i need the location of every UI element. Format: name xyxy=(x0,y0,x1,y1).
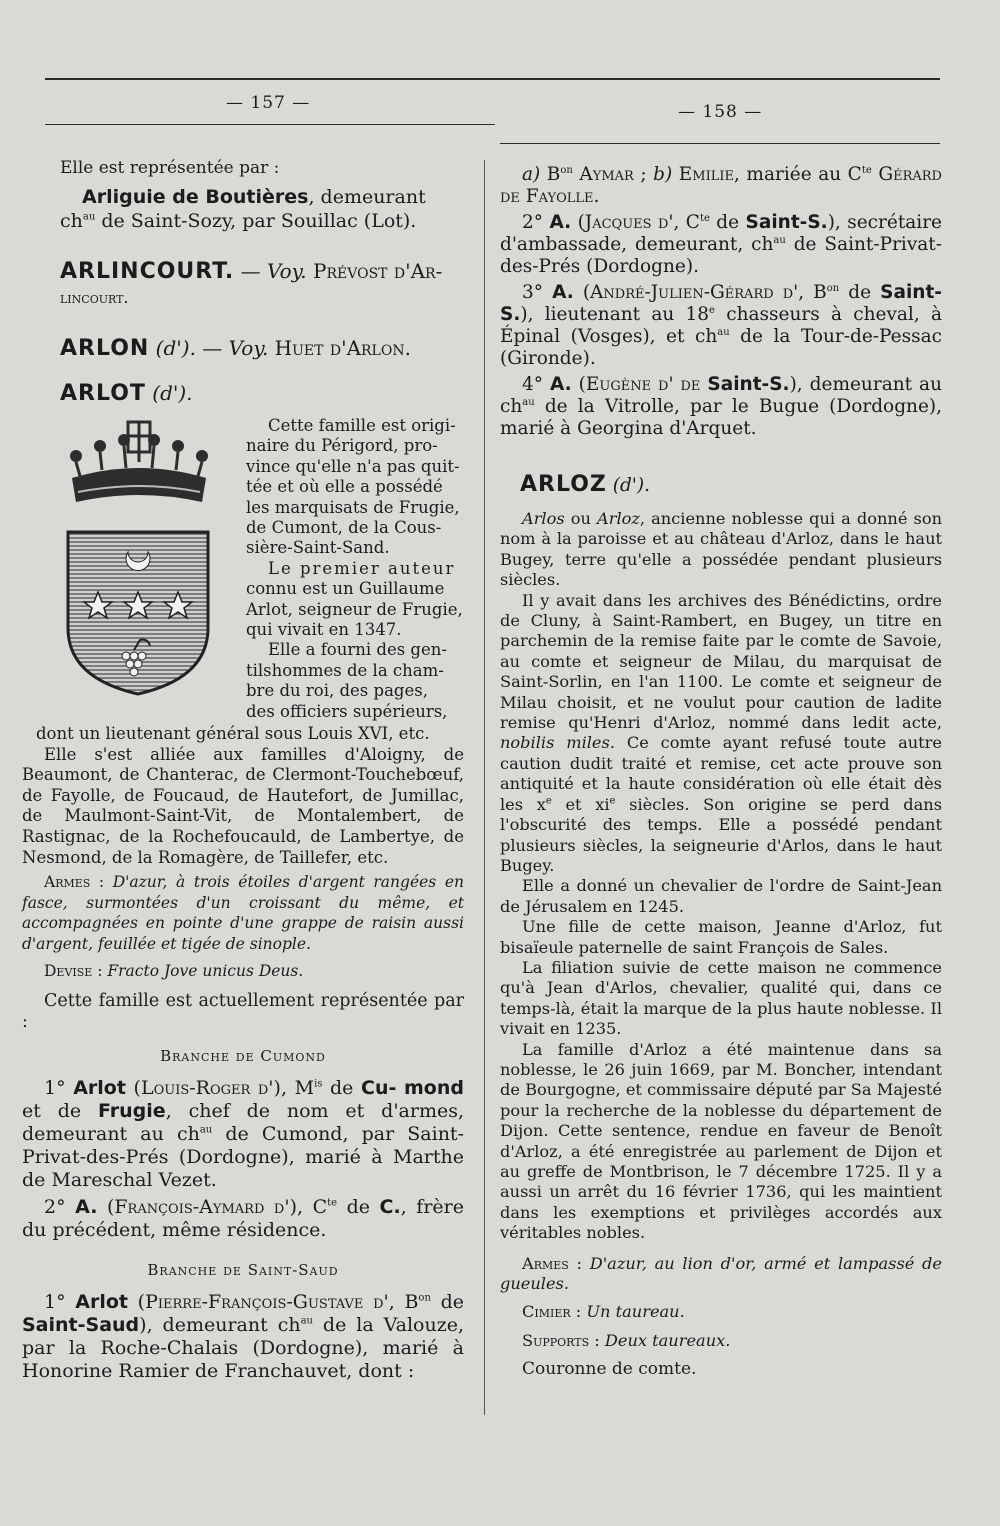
arlon-d: (d'). xyxy=(149,335,196,360)
arloz-para-1 xyxy=(500,509,942,591)
desc-line: qui vivait en 1347. xyxy=(246,620,402,640)
arliguie-entry xyxy=(60,185,480,233)
cumond-2-sup: te xyxy=(327,1197,338,1209)
r2-sup: te xyxy=(699,212,710,224)
arliguie-line2-pre: ch xyxy=(60,209,83,232)
r3-rest3: de la Tour-de-Pessac (Gironde). xyxy=(500,326,942,369)
r4-a: A. xyxy=(549,374,572,395)
desc-line: naire du Périgord, pro- xyxy=(246,436,438,456)
right-a-line xyxy=(500,164,942,208)
r3-sup: on xyxy=(826,282,840,294)
arloz-p2-i: nobilis miles xyxy=(500,733,610,753)
desc-line: les marquisats de Frugie, xyxy=(246,497,460,517)
right-a-aymar: Aymar ; xyxy=(572,164,654,185)
desc-line: Arlot, seigneur de Frugie, xyxy=(246,599,463,619)
arloz-p2c: et xi xyxy=(551,794,610,814)
right-cimier-label: Cimier : xyxy=(522,1302,587,1322)
right-emilie: Emilie xyxy=(678,164,734,185)
right-cimier-text: Un taureau. xyxy=(586,1302,685,1322)
cumond-2-rest: , frère du précédent, même résidence. xyxy=(22,1195,464,1241)
cumond-2-num: 2° xyxy=(44,1195,76,1218)
branch-cumond-heading: Branche de Cumond xyxy=(160,1047,326,1066)
r3-ss: Saint-S. xyxy=(500,282,942,325)
saud-1-ss: Saint-Saud xyxy=(22,1313,140,1336)
cumond-2-c: C. xyxy=(379,1195,401,1218)
arlincourt-heading: ARLINCOURT. xyxy=(60,258,235,284)
right-a-rest2: Gérard de Fayolle. xyxy=(500,164,942,207)
desc-line: des officiers supérieurs, xyxy=(246,701,448,721)
desc-line: tée et où elle a possédé xyxy=(246,477,443,497)
r4-ss: Saint-S. xyxy=(707,374,790,395)
desc-line: de Cumont, de la Cous- xyxy=(246,518,442,538)
r3-a: A. xyxy=(552,282,574,303)
r2-paren: (Jacques d', C xyxy=(571,212,700,233)
arloz-p2b: . Ce comte ayant refusé toute autre caution dudit traité et remise, cet acte prouve son antiquité et la haute considération où elle était dès les x xyxy=(500,733,943,814)
cumond-1-sup: is xyxy=(314,1078,323,1090)
desc-line: vince qu'elle n'a pas quit- xyxy=(246,456,460,476)
arloz-para-2 xyxy=(500,591,942,877)
r2-rest: ), secrétaire d'ambassade, demeurant, ch xyxy=(500,212,943,255)
saud-1-sup: on xyxy=(418,1292,431,1304)
cumond-1-num: 1° xyxy=(44,1076,74,1099)
arlincourt-entry xyxy=(60,259,480,308)
r3-de: de xyxy=(839,282,881,303)
header-rule-left xyxy=(45,124,495,125)
right-armes-text: D'azur, au lion d'or, armé et lampassé de gueules. xyxy=(500,1253,943,1294)
cumond-1-paren: (Louis-Roger d'), M xyxy=(125,1076,315,1099)
desc-line: Elle a fourni des gen- xyxy=(268,640,447,660)
r3-rest2: chasseurs à cheval, à Épinal (Vosges), et ch xyxy=(500,304,942,347)
desc-tail: dont un lieutenant général sous Louis XVI, etc. xyxy=(36,724,430,743)
cumond-1-mond: mond xyxy=(404,1076,464,1099)
left-column-bottom xyxy=(22,724,464,1383)
right-armes xyxy=(500,1254,942,1295)
arloz-entry xyxy=(500,474,942,497)
r2-ss: Saint-S. xyxy=(745,212,828,233)
column-divider xyxy=(484,160,485,1415)
cumond-2-paren: (François-Aymard d'), C xyxy=(97,1195,328,1218)
header-rule-right xyxy=(500,143,940,144)
arliguie-sup: au xyxy=(82,211,96,223)
left-armes-label: Armes : xyxy=(44,873,113,892)
arloz-body xyxy=(500,509,942,1380)
right-a-sup2: te xyxy=(861,164,872,176)
cumond-1-sup2: au xyxy=(199,1124,213,1136)
coat-of-arms-icon xyxy=(64,528,212,698)
r2-sup2: au xyxy=(773,234,786,246)
saud-1-paren: (Pierre-François-Gustave d', xyxy=(128,1290,395,1313)
cumond-1-de: de xyxy=(322,1076,362,1099)
r4-sup: au xyxy=(522,396,535,408)
r3-sup3: au xyxy=(717,326,730,338)
arlon-voy: Voy. xyxy=(228,335,269,360)
left-devise-text: Fracto Jove unicus Deus. xyxy=(107,961,304,980)
right-column xyxy=(500,164,942,1380)
arloz-d: (d'). xyxy=(606,475,650,496)
right-armes-label: Armes : xyxy=(522,1253,590,1273)
desc-line: sière-Saint-Sand. xyxy=(246,538,390,558)
right-supports-text: Deux taureaux. xyxy=(604,1330,731,1350)
saud-1-num: 1° xyxy=(44,1290,76,1313)
arlot-heading: ARLOT xyxy=(60,380,146,406)
r3-num: 3° xyxy=(522,282,553,303)
right-entry-2 xyxy=(500,212,942,278)
desc-line: Cette famille est origi- xyxy=(268,416,456,435)
desc-line: tilshommes de la cham- xyxy=(246,660,444,680)
saint-saud-entry-1 xyxy=(22,1291,464,1383)
saud-1-name: Arlot xyxy=(75,1290,128,1313)
arliguie-rest: , demeurant xyxy=(308,185,426,208)
arlon-sep: — xyxy=(195,335,229,360)
desc-line: Le premier auteur xyxy=(268,558,456,578)
arlon-entry xyxy=(60,336,480,361)
right-supports xyxy=(500,1331,942,1351)
right-couronne: Couronne de comte. xyxy=(522,1359,697,1380)
saud-1-rest2: de la Valouze, par la Roche-Chalais (Dordogne), marié à Honorine Ramier de Franchauvet, dont : xyxy=(22,1313,464,1382)
r2-de: de xyxy=(709,212,746,233)
saud-1-bon: B xyxy=(404,1290,419,1313)
left-armes-text: D'azur, à trois étoiles d'argent rangées en fasce, surmontées d'un croissant du même, et accompagnées en pointe d'une grappe de raisin aussi d'argent, feuillée et tigée de sinople. xyxy=(22,873,464,953)
arlincourt-voy: Voy. xyxy=(267,258,307,283)
alliances-text: Elle s'est alliée aux familles d'Aloigny, de Beaumont, de Chanterac, de Clermont-Touchebœuf, de Fayolle, de Foucaud, de Hautefort, de Jumillac, de Maulmont-Saint-Vit, de Montalembert, de Rastignac, de la Rochefoucauld, de Lambertye, de Nesmond, de la Romagère, de Taillefer, etc. xyxy=(22,744,464,867)
r4-rest2: de la Vitrolle, par le Bugue (Dordogne), marié à Georgina d'Arquet. xyxy=(500,396,942,439)
represent-text: Cette famille est actuellement représentée par : xyxy=(22,991,464,1032)
r3-sup2: e xyxy=(709,304,715,316)
cumond-1-rest: , chef de nom et d'armes, demeurant au ch xyxy=(22,1099,465,1145)
arlon-heading: ARLON xyxy=(60,335,150,361)
count-crown-icon xyxy=(58,418,220,510)
r3-rest: ), lieutenant au 18 xyxy=(520,304,710,325)
arloz-para-5: La filiation suivie de cette maison ne commence qu'à Jean d'Arlos, chevalier, qualité qui, dans ce temps-là, était la marque de la plus haute noblesse. Il vivait en 1235. xyxy=(500,957,942,1039)
arloz-heading: ARLOZ xyxy=(520,472,607,497)
right-a-label: a) xyxy=(522,164,547,185)
r2-a: A. xyxy=(549,212,572,233)
cumond-1-name: Arlot xyxy=(73,1076,126,1099)
arloz-p2a: Il y avait dans les archives des Bénédictins, ordre de Cluny, à Saint-Rambert, en Bugey, un titre en parchemin de la remise faite par le comte de Savoie, au comte et seigneur de Milau, du marquisat de Saint-Sorlin, en l'an 1100. Le comte et seigneur de Milau choisit, et ne voulut pour caution de ladite remise qu'Henri d'Arloz, nommé dans ledit acte, xyxy=(500,590,942,733)
arloz-p1-text: , ancienne noblesse qui a donné son nom à la paroisse et au château d'Arloz, dans le haut Bugey, terre qu'elle a possédée pendant plusieurs siècles. xyxy=(500,509,942,590)
arlot-description xyxy=(246,416,472,722)
arliguie-name: Arliguie de Boutières xyxy=(82,185,309,208)
desc-line: connu est un Guillaume xyxy=(246,579,445,599)
arlot-entry xyxy=(60,381,480,406)
arloz-para-3: Elle a donné un chevalier de l'ordre de Saint-Jean de Jérusalem en 1245. xyxy=(500,876,942,916)
left-page-number: — 157 — xyxy=(226,93,311,113)
left-devise xyxy=(22,961,464,982)
arloz-p2-sup2: e xyxy=(609,795,616,807)
right-entry-4 xyxy=(500,374,942,440)
left-devise-label: Devise : xyxy=(44,961,108,980)
arloz-p2-sup1: e xyxy=(545,795,552,807)
desc-line: bre du roi, des pages, xyxy=(246,681,428,701)
cumond-1-frugie: Frugie xyxy=(98,1099,166,1122)
left-column-top xyxy=(60,158,480,406)
right-cimier xyxy=(500,1302,942,1322)
arloz-para-4: Une fille de cette maison, Jeanne d'Arloz, fut bisaïeule paternelle de saint François de Sales. xyxy=(500,917,942,957)
cumond-2-de: de xyxy=(337,1195,380,1218)
right-a-sup: on xyxy=(560,164,573,176)
top-rule xyxy=(45,78,940,80)
arloz-p1-i2: Arloz xyxy=(597,509,640,528)
r2-rest2: de Saint-Privat-des-Prés (Dordogne). xyxy=(500,234,942,277)
right-page-number: — 158 — xyxy=(678,102,763,122)
arloz-p1-ou: ou xyxy=(564,509,598,528)
cumond-1-rest2: de Cumond, par Saint-Privat-des-Prés (Dordogne), marié à Marthe de Mareschal Vezet. xyxy=(22,1122,464,1191)
intro-text: Elle est représentée par : xyxy=(60,158,280,178)
arloz-p1-i1: Arlos xyxy=(522,509,565,528)
right-a-bon: B xyxy=(546,164,561,185)
cumond-entry-1 xyxy=(22,1077,464,1192)
saud-1-sup2: au xyxy=(300,1315,313,1327)
r2-num: 2° xyxy=(522,212,550,233)
r4-paren: (Eugène d' de xyxy=(571,374,708,395)
arloz-para-6: La famille d'Arloz a été maintenue dans sa noblesse, le 26 juin 1669, par M. Boncher, intendant de Bourgogne, et commissaire député par Sa Majesté pour la recherche de la noblesse du département de Dijon. Cette sentence, rendue en faveur de Benoît d'Arloz, a été enregistrée au parlement de Dijon et au greffe de Montbrison, le 7 décembre 1725. Il y a aussi un arrêt du 16 février 1736, qui les maintient dans les exemptions et privilèges accordés aux véritables nobles. xyxy=(500,1039,942,1243)
cumond-1-cu: Cu- xyxy=(361,1076,397,1099)
arlincourt-sep: — xyxy=(234,258,267,283)
right-a-rest: , mariée au C xyxy=(734,164,862,185)
cumond-1-et: et de xyxy=(22,1099,99,1122)
cumond-entry-2 xyxy=(22,1196,464,1242)
r4-num: 4° xyxy=(522,374,550,395)
saud-1-de: de xyxy=(430,1290,464,1313)
arlon-ref: Huet d'Arlon. xyxy=(268,335,411,360)
saud-1-rest: ), demeurant ch xyxy=(139,1313,301,1336)
arlincourt-ref2: lincourt. xyxy=(60,287,129,307)
right-supports-label: Supports : xyxy=(522,1330,605,1350)
arloz-p2d: siècles. Son origine se perd dans l'obscurité des temps. Elle a possédé pendant plusieurs siècles, la seigneurie d'Arlos, dans le haut Bugey. xyxy=(500,794,942,875)
r3-paren: (André-Julien-Gérard d', B xyxy=(573,282,827,303)
left-armes xyxy=(22,872,464,954)
arlot-d: (d'). xyxy=(145,380,193,405)
right-b-label: b) xyxy=(653,164,679,185)
cumond-2-a: A. xyxy=(75,1195,98,1218)
arliguie-line2: de Saint-Sozy, par Souillac (Lot). xyxy=(95,209,417,232)
branch-saint-saud-heading: Branche de Saint-Saud xyxy=(147,1260,339,1279)
right-entry-3 xyxy=(500,282,942,370)
arlincourt-ref1: Prévost d'Ar- xyxy=(306,258,443,283)
r4-rest: ), demeurant au ch xyxy=(500,374,942,417)
